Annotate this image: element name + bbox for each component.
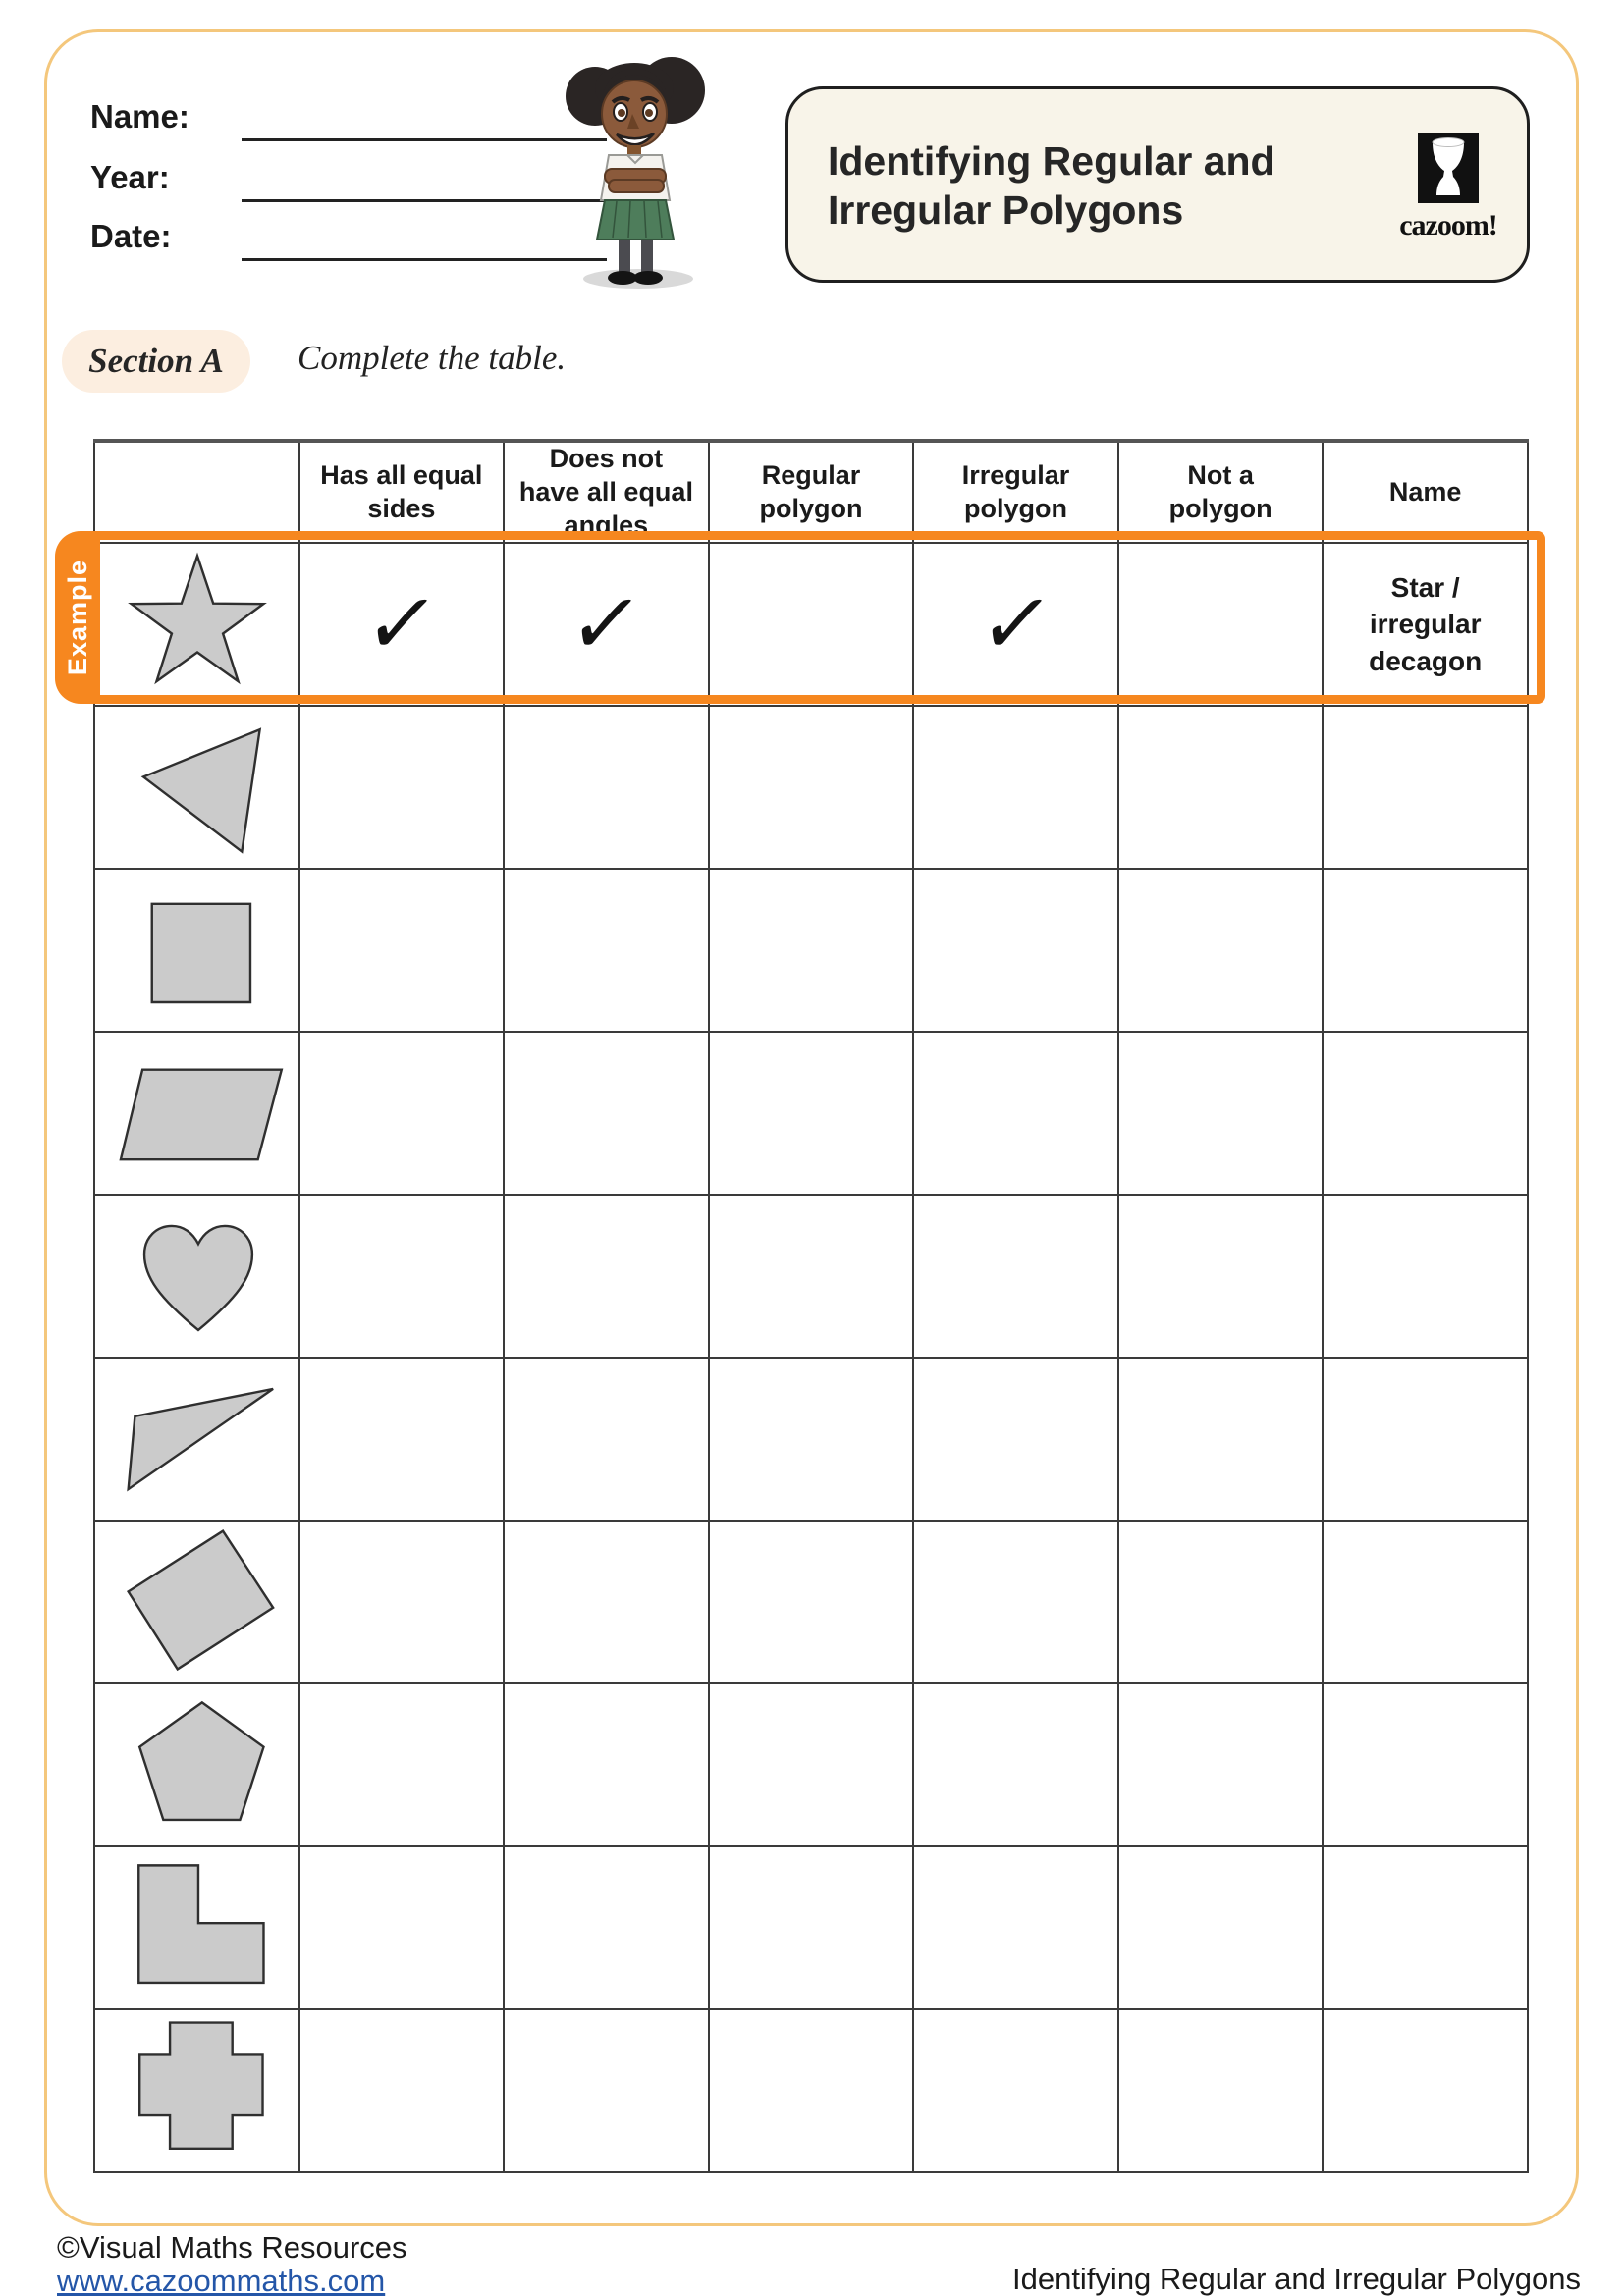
answer-cell [299,706,505,869]
answer-cell [504,706,709,869]
header-name: Name [1323,441,1528,543]
answer-cell [299,1683,505,1846]
date-input-line [242,258,607,261]
answer-cell [1118,1683,1324,1846]
check-icon: ✓ [971,575,1060,674]
shape-cell [94,1358,299,1521]
answer-cell [1118,1358,1324,1521]
answer-cell [1323,2009,1528,2172]
shape-cell [94,869,299,1032]
answer-cell [299,2009,505,2172]
answer-cell [504,869,709,1032]
check-icon: ✓ [356,575,446,674]
cazoom-logo [1391,133,1505,242]
name-input-line [242,138,607,141]
answer-cell [504,543,709,706]
answer-cell [1118,2009,1324,2172]
heart-shape-icon [95,1198,300,1355]
answer-cell [504,1195,709,1358]
answer-cell [504,1358,709,1521]
answer-cell [913,1195,1118,1358]
cazoom-drum-icon [1418,133,1479,203]
title-box [785,86,1530,283]
header-regular-polygon: Regular polygon [709,441,914,543]
answer-cell [299,1358,505,1521]
answer-cell [913,706,1118,869]
polygon-table [93,439,1529,2173]
table-row [94,1683,1528,1846]
answer-cell [709,1521,914,1683]
table-row [94,706,1528,869]
answer-cell [913,2009,1118,2172]
example-row [94,543,1528,706]
table-row [94,1358,1528,1521]
scalene-triangle-shape-icon [95,709,300,866]
shape-cell [94,1846,299,2009]
answer-cell [1118,1521,1324,1683]
answer-cell [1323,1846,1528,2009]
instruction-text: Complete the table. [298,339,567,377]
student-character-illustration [560,51,717,292]
table-header-row [94,441,1528,543]
section-a-label: Section A [88,342,224,380]
cazoom-logo-text: cazoom! [1399,209,1497,241]
section-a-pill [62,330,250,393]
answer-cell [913,869,1118,1032]
answer-cell [299,1521,505,1683]
table-row [94,2009,1528,2172]
answer-cell [709,543,914,706]
example-name-answer: Star / irregular decagon [1323,543,1528,706]
table-row [94,1521,1528,1683]
header-shape-column [94,441,299,543]
answer-cell [709,1032,914,1195]
answer-cell [709,1195,914,1358]
answer-cell [504,1683,709,1846]
pentagon-shape-icon [95,1686,300,1843]
answer-cell [1323,1195,1528,1358]
header-has-all-equal-sides: Has all equal sides [299,441,505,543]
header-irregular-polygon: Irregular polygon [913,441,1118,543]
answer-cell [913,1032,1118,1195]
answer-cell [504,1846,709,2009]
answer-cell [913,1521,1118,1683]
answer-cell [913,543,1118,706]
answer-cell [709,1683,914,1846]
answer-cell [1323,1358,1528,1521]
thin-scalene-triangle-shape-icon [95,1361,300,1518]
answer-cell [504,1521,709,1683]
date-label: Date: [90,218,172,254]
shape-cell [94,706,299,869]
answer-cell [709,1846,914,2009]
answer-cell [709,2009,914,2172]
answer-cell [1323,1683,1528,1846]
website-link[interactable]: www.cazoommaths.com [57,2264,386,2296]
example-tab-label: Example [62,559,92,676]
shape-cell [94,1195,299,1358]
parallelogram-shape-icon [95,1035,300,1192]
shape-cell [94,2009,299,2172]
answer-cell [709,1358,914,1521]
answer-cell [1118,869,1324,1032]
name-label: Name: [90,98,189,134]
answer-cell [1323,1032,1528,1195]
answer-cell [504,1032,709,1195]
answer-cell [299,1032,505,1195]
shape-cell [94,1032,299,1195]
rotated-quadrilateral-shape-icon [95,1523,300,1681]
shape-cell [94,543,299,706]
cross-shape-icon [95,2012,300,2169]
copyright-text: ©Visual Maths Resources [57,2230,407,2265]
footer-worksheet-title: Identifying Regular and Irregular Polygons [1011,2262,1581,2296]
year-label: Year: [90,159,170,195]
answer-cell [709,706,914,869]
table-row [94,1032,1528,1195]
shape-cell [94,1521,299,1683]
answer-cell [299,1846,505,2009]
answer-cell [913,1846,1118,2009]
answer-cell [299,543,505,706]
header-does-not-have-all-equal-angles: Does not have all equal angles [504,441,709,543]
answer-cell [709,869,914,1032]
year-input-line [242,199,607,202]
star-shape-icon [95,546,300,703]
shape-cell [94,1683,299,1846]
answer-cell [1118,1032,1324,1195]
answer-cell [1118,706,1324,869]
answer-cell [1323,1521,1528,1683]
answer-cell [1323,706,1528,869]
table-row [94,1195,1528,1358]
check-icon: ✓ [562,575,651,674]
answer-cell [1323,869,1528,1032]
example-tab [55,531,100,704]
page-title: Identifying Regular and Irregular Polygons [828,138,1275,234]
answer-cell [913,1683,1118,1846]
answer-cell [1118,1846,1324,2009]
square-shape-icon [95,872,300,1029]
table-row [94,869,1528,1032]
header-not-a-polygon: Not a polygon [1118,441,1324,543]
answer-cell [299,1195,505,1358]
answer-cell [913,1358,1118,1521]
l-shape-icon [95,1849,300,2006]
answer-cell [1118,543,1324,706]
answer-cell [299,869,505,1032]
answer-cell [504,2009,709,2172]
table-row [94,1846,1528,2009]
answer-cell [1118,1195,1324,1358]
